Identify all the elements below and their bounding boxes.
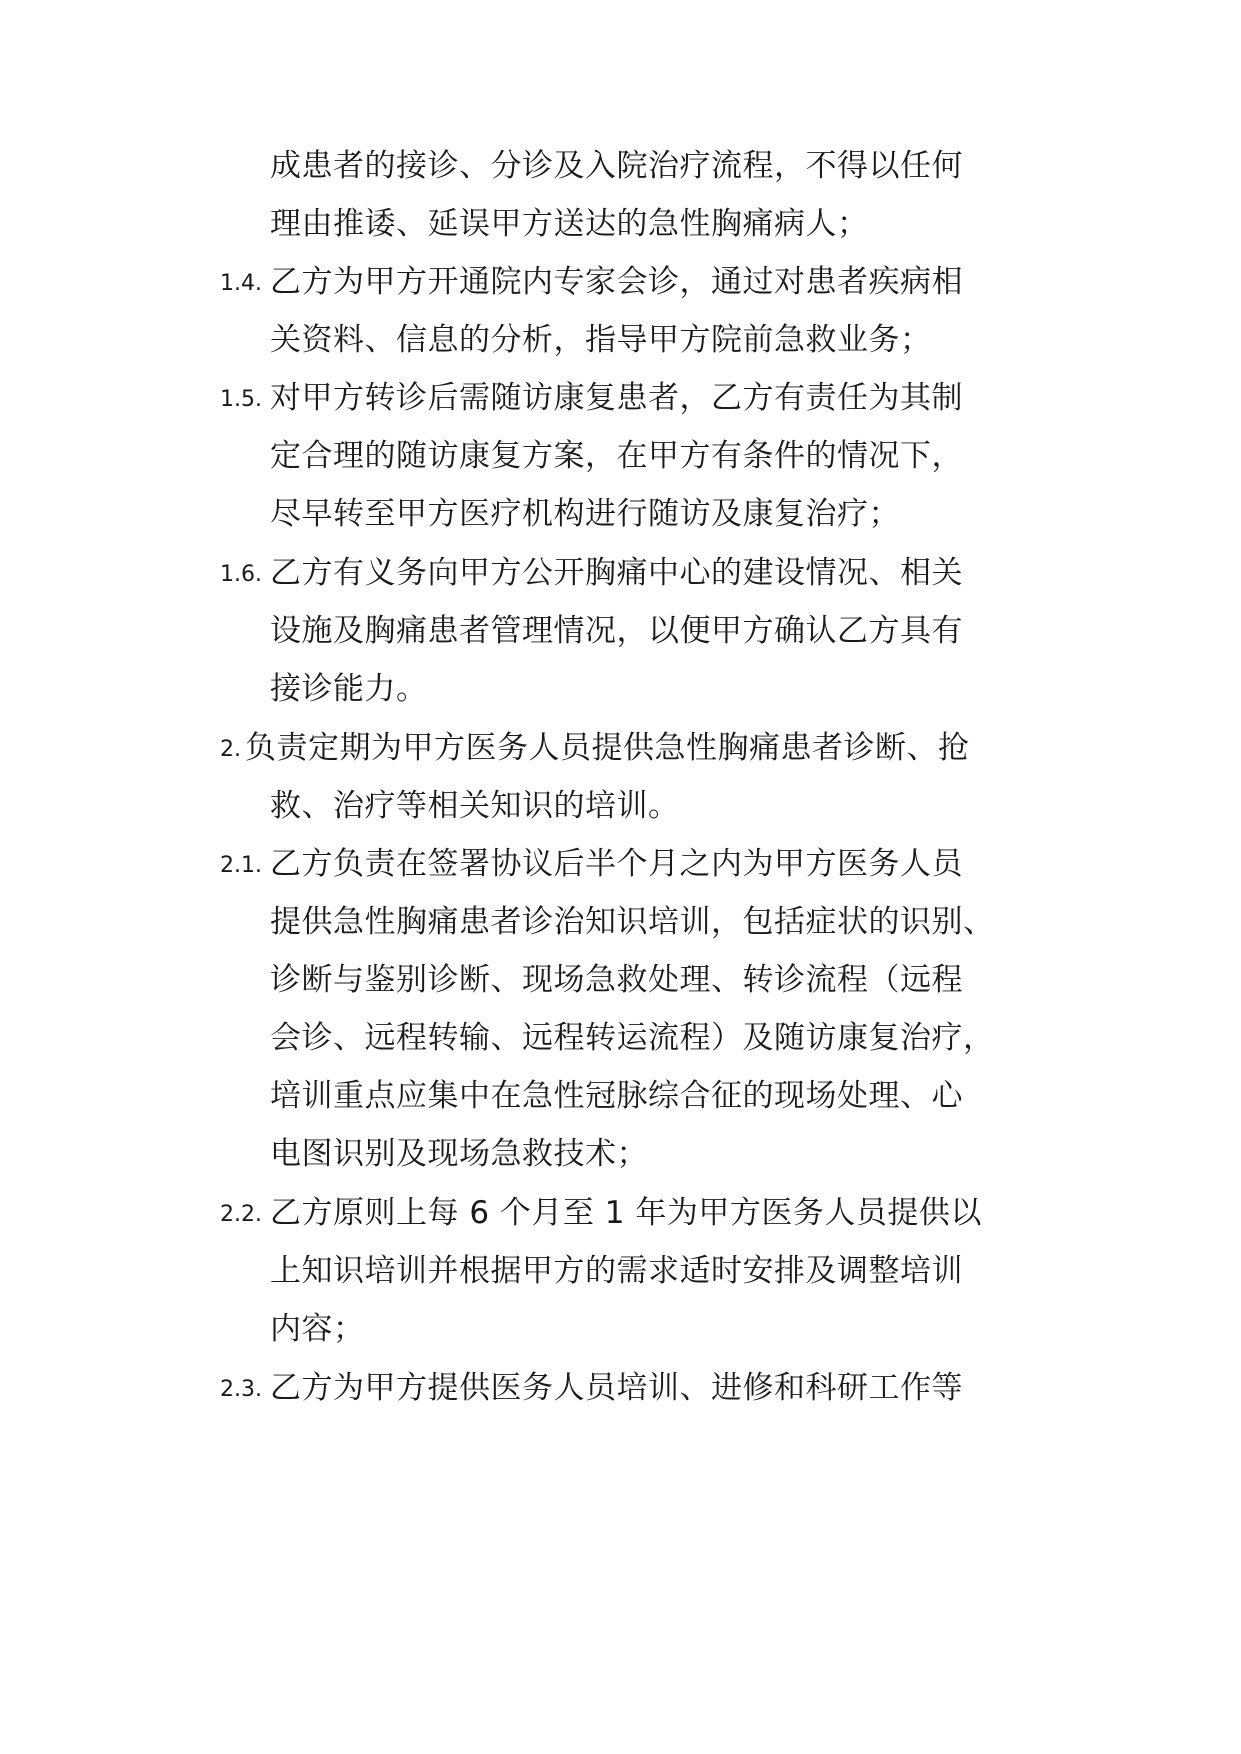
text-line: 尽早转至甲方医疗机构进行随访及康复治疗； — [270, 496, 900, 532]
text-line: 提供急性胸痛患者诊治知识培训，包括症状的识别、 — [270, 904, 995, 940]
text-line: 诊断与鉴别诊断、现场急救处理、转诊流程（远程 — [270, 962, 963, 998]
text-line: 乙方原则上每 6 个月至 1 年为甲方医务人员提供以 — [270, 1195, 982, 1231]
clause-number: 1.4. — [220, 271, 262, 296]
clause-number: 1.5. — [220, 387, 262, 412]
section-number: 2. — [220, 737, 241, 762]
text-line: 培训重点应集中在急性冠脉综合征的现场处理、心 — [270, 1078, 963, 1114]
text-line: 会诊、远程转输、远程转运流程）及随访康复治疗， — [270, 1020, 995, 1056]
text-line: 接诊能力。 — [270, 671, 428, 707]
text-line: 乙方为甲方开通院内专家会诊，通过对患者疾病相 — [270, 264, 963, 300]
text-line: 负责定期为甲方医务人员提供急性胸痛患者诊断、抢 — [245, 730, 970, 766]
clause-number: 2.3. — [220, 1377, 262, 1402]
clause-number: 2.2. — [220, 1202, 262, 1227]
text-line: 乙方负责在签署协议后半个月之内为甲方医务人员 — [270, 846, 963, 882]
text-line: 电图识别及现场急救技术； — [270, 1136, 648, 1172]
text-line: 成患者的接诊、分诊及入院治疗流程，不得以任何 — [270, 148, 963, 184]
text-line: 关资料、信息的分析，指导甲方院前急救业务； — [270, 322, 932, 358]
text-line: 乙方为甲方提供医务人员培训、进修和科研工作等 — [270, 1370, 963, 1406]
text-line: 定合理的随访康复方案，在甲方有条件的情况下， — [270, 438, 963, 474]
text-line: 设施及胸痛患者管理情况，以便甲方确认乙方具有 — [270, 613, 963, 649]
clause-number: 2.1. — [220, 853, 262, 878]
text-line: 对甲方转诊后需随访康复患者，乙方有责任为其制 — [270, 380, 963, 416]
text-line: 理由推诿、延误甲方送达的急性胸痛病人； — [270, 206, 869, 242]
text-line: 救、治疗等相关知识的培训。 — [270, 788, 680, 824]
text-line: 上知识培训并根据甲方的需求适时安排及调整培训 — [270, 1253, 963, 1289]
clause-number: 1.6. — [220, 562, 262, 587]
text-line: 内容； — [270, 1311, 365, 1347]
text-line: 乙方有义务向甲方公开胸痛中心的建设情况、相关 — [270, 555, 963, 591]
